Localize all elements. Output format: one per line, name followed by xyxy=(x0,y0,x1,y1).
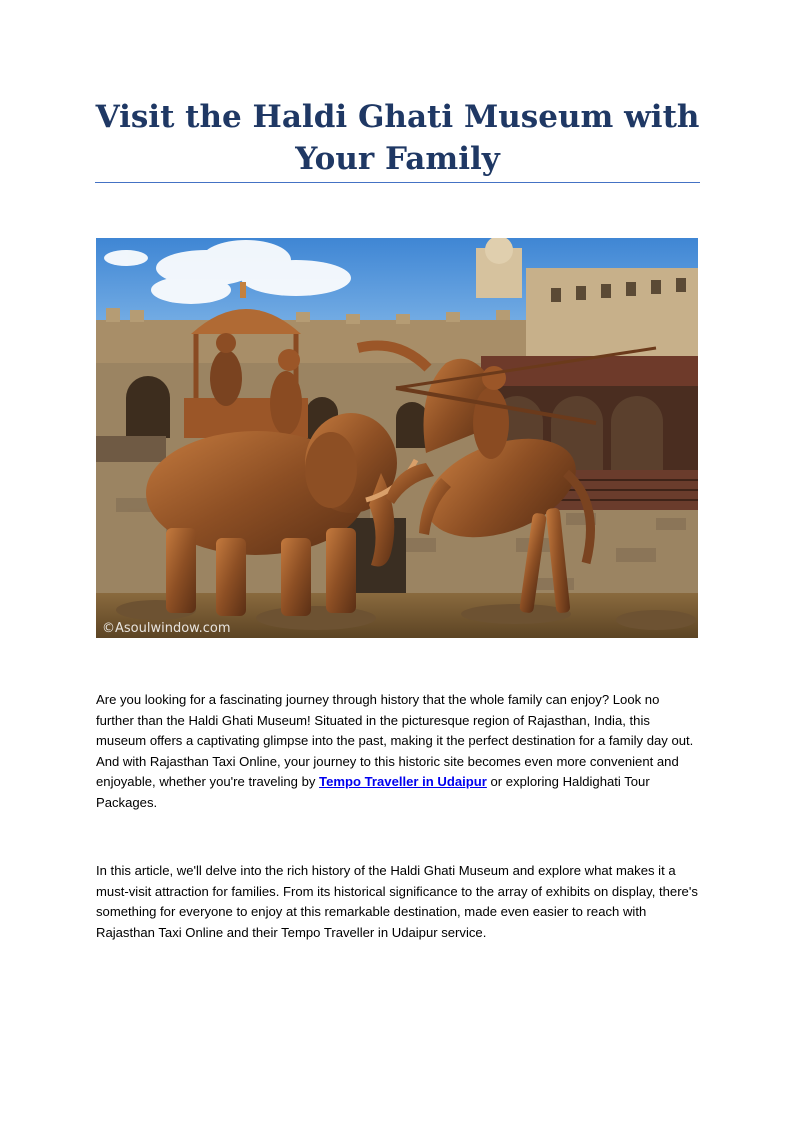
document-title xyxy=(95,96,700,180)
title-line-1: Visit the Haldi Ghati Museum with xyxy=(95,99,700,135)
image-watermark: ©Asoulwindow.com xyxy=(102,621,231,636)
hero-image xyxy=(96,238,698,638)
intro-text-start: Are you looking for a fascinating journey through history that the whole family can enjoy? Look no further than the Haldi Ghati Museum! Situated in the picturesque region of Rajasthan, India, this museum offers a captivating glimpse into the past, making it the perfect destination for a family day out. And with Rajasthan Taxi Online, your journey to this historic site becomes even more convenient and enjoyable, whether you're traveling by xyxy=(96,692,694,790)
left-railing xyxy=(96,436,166,462)
article-overview-paragraph: In this article, we'll delve into the rich history of the Haldi Ghati Museum and explore what makes it a must-visit attraction for families. From its historical significance to the array of exhibits on display, there's something for everyone to enjoy at this remarkable destination, made even easier to reach with Rajasthan Taxi Online and their Tempo Traveller in Udaipur service. xyxy=(96,863,698,940)
title-line-2: Your Family xyxy=(295,141,500,177)
fort-right-building xyxy=(526,268,698,358)
title-underline xyxy=(95,182,700,183)
tempo-traveller-udaipur-link[interactable]: Tempo Traveller in Udaipur xyxy=(319,774,487,790)
intro-text-end: or exploring Haldighati Tour Packages. xyxy=(96,774,650,810)
intro-paragraph xyxy=(96,690,700,814)
museum-statue-illustration xyxy=(96,238,698,638)
